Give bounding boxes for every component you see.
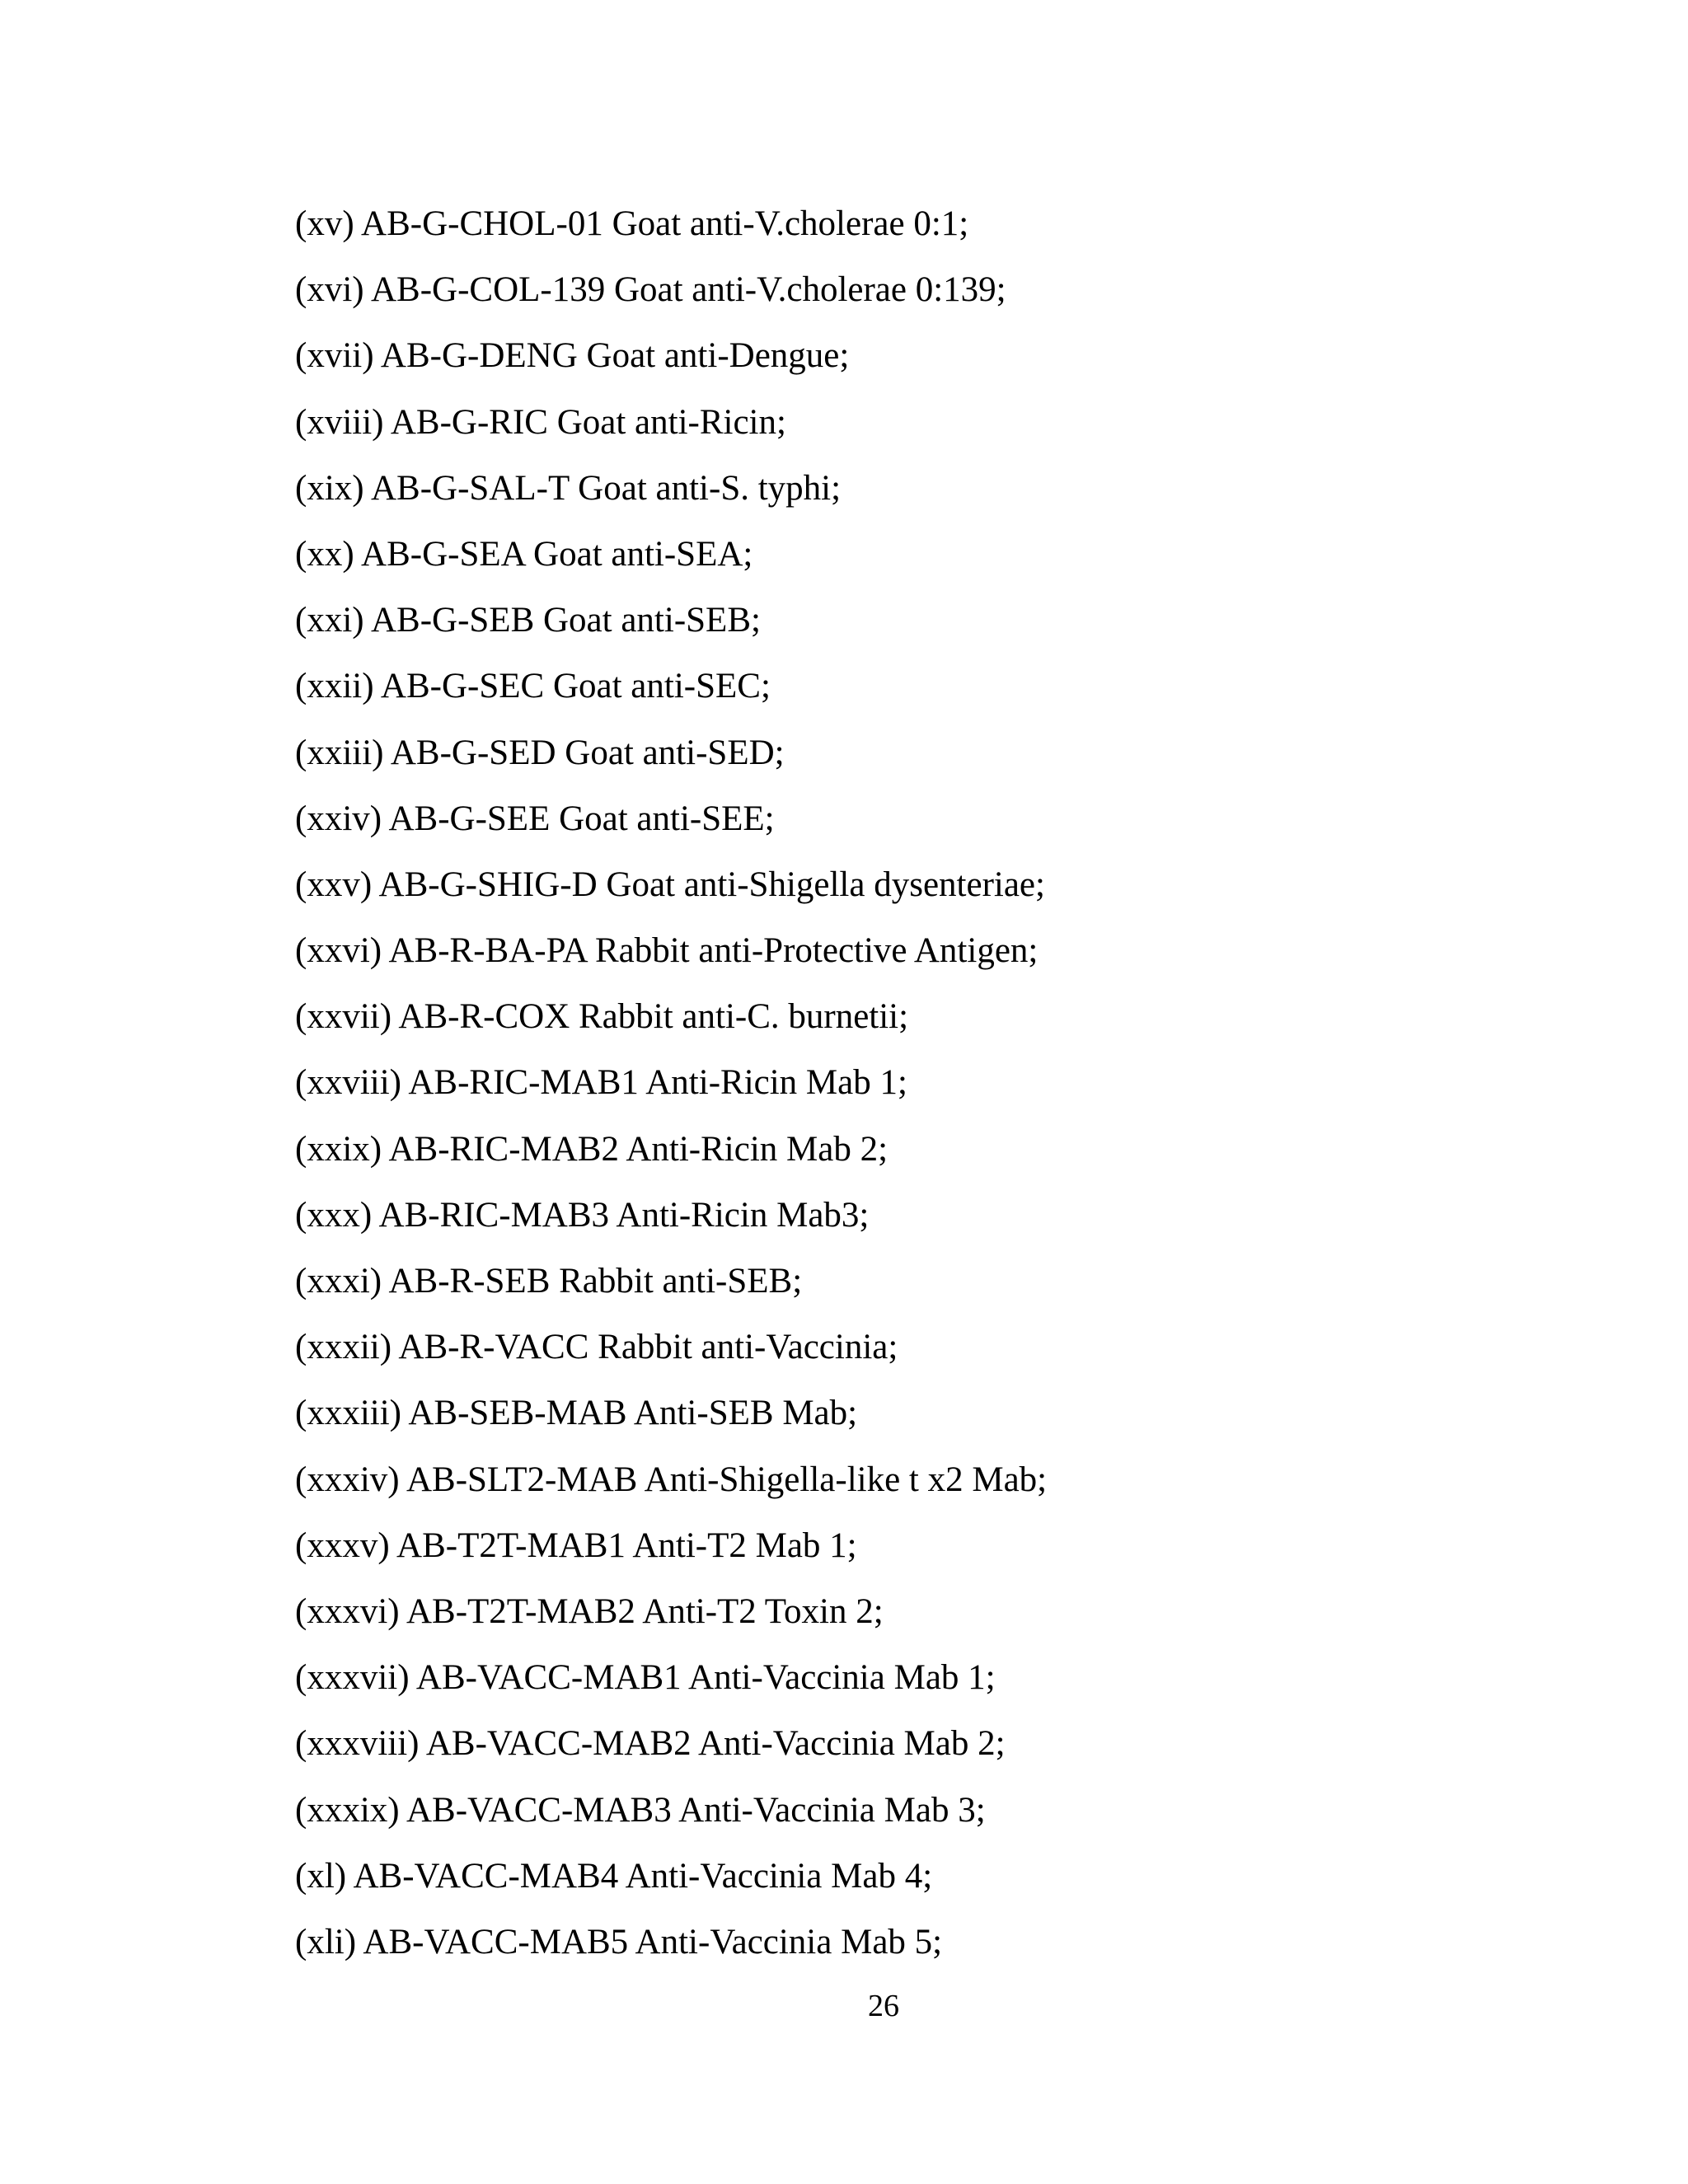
list-item: (xxi) AB-G-SEB Goat anti-SEB; xyxy=(295,601,761,640)
list-item: (xxx) AB-RIC-MAB3 Anti-Ricin Mab3; xyxy=(295,1195,870,1235)
list-item: (xxviii) AB-RIC-MAB1 Anti-Ricin Mab 1; xyxy=(295,1063,907,1103)
list-item: (xix) AB-G-SAL-T Goat anti-S. typhi; xyxy=(295,468,842,508)
list-item: (xxvi) AB-R-BA-PA Rabbit anti-Protective Antigen; xyxy=(295,931,1039,971)
list-item: (xl) AB-VACC-MAB4 Anti-Vaccinia Mab 4; xyxy=(295,1856,933,1896)
list-item: (xxiv) AB-G-SEE Goat anti-SEE; xyxy=(295,799,775,838)
list-item: (xxxi) AB-R-SEB Rabbit anti-SEB; xyxy=(295,1262,803,1301)
page-number: 26 xyxy=(868,1989,899,2023)
list-item: (xxvii) AB-R-COX Rabbit anti-C. burnetii; xyxy=(295,997,909,1037)
list-item: (xviii) AB-G-RIC Goat anti-Ricin; xyxy=(295,402,786,442)
list-item: (xxxvi) AB-T2T-MAB2 Anti-T2 Toxin 2; xyxy=(295,1591,884,1631)
list-item: (xxiii) AB-G-SED Goat anti-SED; xyxy=(295,733,785,772)
list-item: (xv) AB-G-CHOL-01 Goat anti-V.cholerae 0:1; xyxy=(295,204,969,243)
list-item: (xxix) AB-RIC-MAB2 Anti-Ricin Mab 2; xyxy=(295,1129,889,1169)
list-item: (xxxiii) AB-SEB-MAB Anti-SEB Mab; xyxy=(295,1394,858,1433)
list-item: (xxxviii) AB-VACC-MAB2 Anti-Vaccinia Mab 2; xyxy=(295,1724,1006,1764)
list-item: (xx) AB-G-SEA Goat anti-SEA; xyxy=(295,534,753,574)
list-item: (xvii) AB-G-DENG Goat anti-Dengue; xyxy=(295,336,850,376)
list-item: (xxii) AB-G-SEC Goat anti-SEC; xyxy=(295,667,771,706)
list-item: (xli) AB-VACC-MAB5 Anti-Vaccinia Mab 5; xyxy=(295,1922,943,1961)
list-item: (xxxix) AB-VACC-MAB3 Anti-Vaccinia Mab 3; xyxy=(295,1790,986,1830)
list-item: (xxv) AB-G-SHIG-D Goat anti-Shigella dysenteriae; xyxy=(295,865,1045,904)
list-item: (xvi) AB-G-COL-139 Goat anti-V.cholerae 0:139; xyxy=(295,270,1006,310)
list-item: (xxxvii) AB-VACC-MAB1 Anti-Vaccinia Mab 1; xyxy=(295,1658,996,1698)
list-item: (xxxv) AB-T2T-MAB1 Anti-T2 Mab 1; xyxy=(295,1526,857,1565)
list-item: (xxxiv) AB-SLT2-MAB Anti-Shigella-like t x2 Mab; xyxy=(295,1460,1048,1499)
list-item: (xxxii) AB-R-VACC Rabbit anti-Vaccinia; xyxy=(295,1328,898,1367)
antibody-list xyxy=(295,191,1047,1975)
